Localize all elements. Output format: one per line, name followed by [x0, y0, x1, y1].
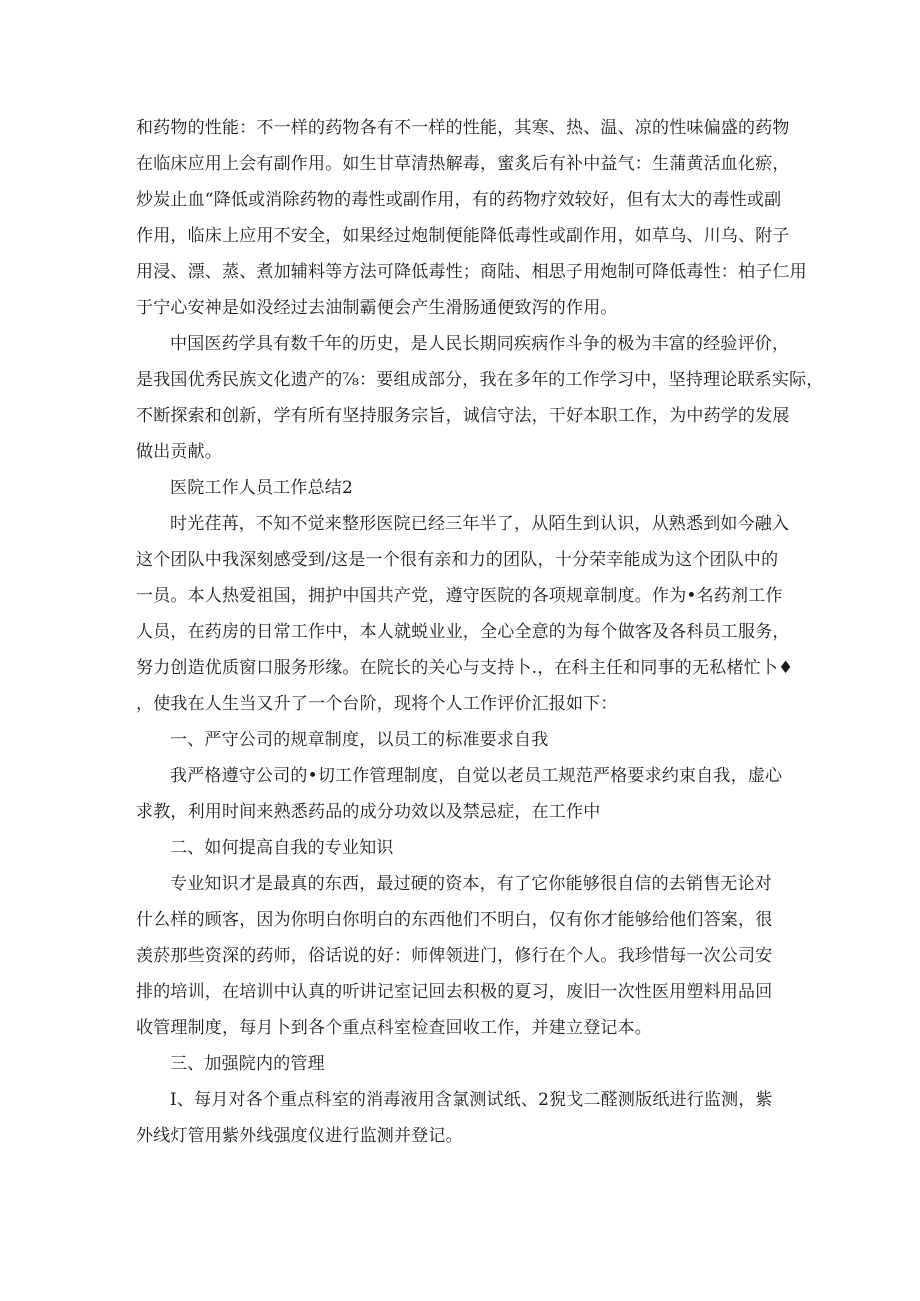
text-line: 中国医药学具有数千年的历史，是人民长期同疾病作斗争的极为丰富的经验评价， [170, 334, 790, 354]
text-line: 是我国优秀民族文化遗产的⅞：要组成部分，我在多年的工作学习中，坚持理论联系实际， [136, 370, 824, 390]
text-line: 于宁心安神是如没经过去油制霸便会产生滑肠通便致泻的作用。 [136, 298, 618, 318]
paragraph-introduction [136, 506, 794, 722]
section-heading: 二、如何提高自我的专业知识 [170, 838, 394, 858]
text-line: 什么样的顾客，因为你明白你明白的东西他们不明白，仅有你才能够给他们答案，很 [136, 910, 773, 930]
section-heading: 医院工作人员工作总结2 [170, 478, 354, 498]
text-line: 做出贡献。 [136, 442, 222, 462]
section-heading: 一、严守公司的规章制度，以员工的标准要求自我 [170, 730, 549, 750]
text-line: 在临床应用上会有副作用。如生甘草清热解毒，蜜炙后有补中益气：生蒲黄活血化瘀， [136, 154, 790, 174]
text-line: 一员。本人热爱祖国，拥护中国共产党，遵守医院的各项规章制度。作为•名药剂工作 [136, 586, 783, 606]
text-line: 我严格遵守公司的•切工作管理制度，自觉以老员工规范严格要求约束自我，虚心 [170, 766, 783, 786]
text-line: 外线灯管用紫外线强度仪进行监测并登记。 [136, 1126, 463, 1146]
paragraph-professional-knowledge [136, 866, 786, 1046]
text-line: 不断探索和创新，学有所有坚持服务宗旨，诚信守法，干好本职工作，为中药学的发展 [136, 406, 790, 426]
text-line: 这个团队中我深刻感受到/这是一个很有亲和力的团队，十分荣幸能成为这个团队中的 [136, 550, 779, 570]
text-line: ，使我在人生当又升了一个台阶，现将个人工作评价汇报如下： [136, 694, 618, 714]
paragraph-herbal-properties [136, 110, 807, 326]
text-line: 收管理制度，每月卜到各个重点科室检查回收工作，并建立登记本。 [136, 1018, 652, 1038]
text-line: I、每月对各个重点科室的消毒液用含氯测试纸、2猊戈二醛测版纸进行监测，紫 [170, 1090, 773, 1110]
text-line: 作用，临床上应用不安全，如果经过炮制便能降低毒性或副作用，如草乌、川乌、附子 [136, 226, 790, 246]
text-line: 时光荏苒，不知不觉来整形医院已经三年半了，从陌生到认识，从熟悉到如今融入 [170, 514, 790, 534]
paragraph-monitoring [136, 1082, 786, 1154]
section-heading: 三、加强院内的管理 [170, 1054, 325, 1074]
document-body [136, 110, 824, 1154]
section-title [136, 470, 786, 506]
text-line: 羡菸那些资深的药师，俗话说的好：师俾领进门，修行在个人。我珍惜每一次公司安 [136, 946, 773, 966]
text-line: 人员，在药房的日常工作中，本人就蜕业业，全心全意的为每个做客及各科员工服务， [136, 622, 790, 642]
heading-1 [136, 722, 786, 758]
text-line: 专业知识才是最真的东西，最过硬的资本，有了它你能够很自信的去销售无论对 [170, 874, 772, 894]
text-line: 炒炭止血“降低或消除药物的毒性或副作用，有的药物疗效较好，但有太大的毒性或副 [136, 190, 782, 210]
text-line: 排的培训，在培训中认真的听讲记室记回去积极的夏习，废旧一次性医用塑料用品回 [136, 982, 773, 1002]
heading-2 [136, 830, 786, 866]
text-line: 用浸、漂、蒸、煮加辅料等方法可降低毒性；商陆、相思子用炮制可降低毒性：柏子仁用 [136, 262, 807, 282]
heading-3 [136, 1046, 786, 1082]
text-line: 和药物的性能：不一样的药物各有不一样的性能，其寒、热、温、凉的性味偏盛的药物 [136, 118, 790, 138]
text-line: 努力创造优质窗口服务形缘。在院长的关心与支持卜.，在科主任和同事的无私楮忙卜♦ [136, 658, 794, 678]
paragraph-rules [136, 758, 786, 830]
text-line: 求教，利用时间来熟悉药品的成分功效以及禁忌症，在工作中 [136, 802, 601, 822]
paragraph-chinese-medicine-history [136, 326, 824, 470]
